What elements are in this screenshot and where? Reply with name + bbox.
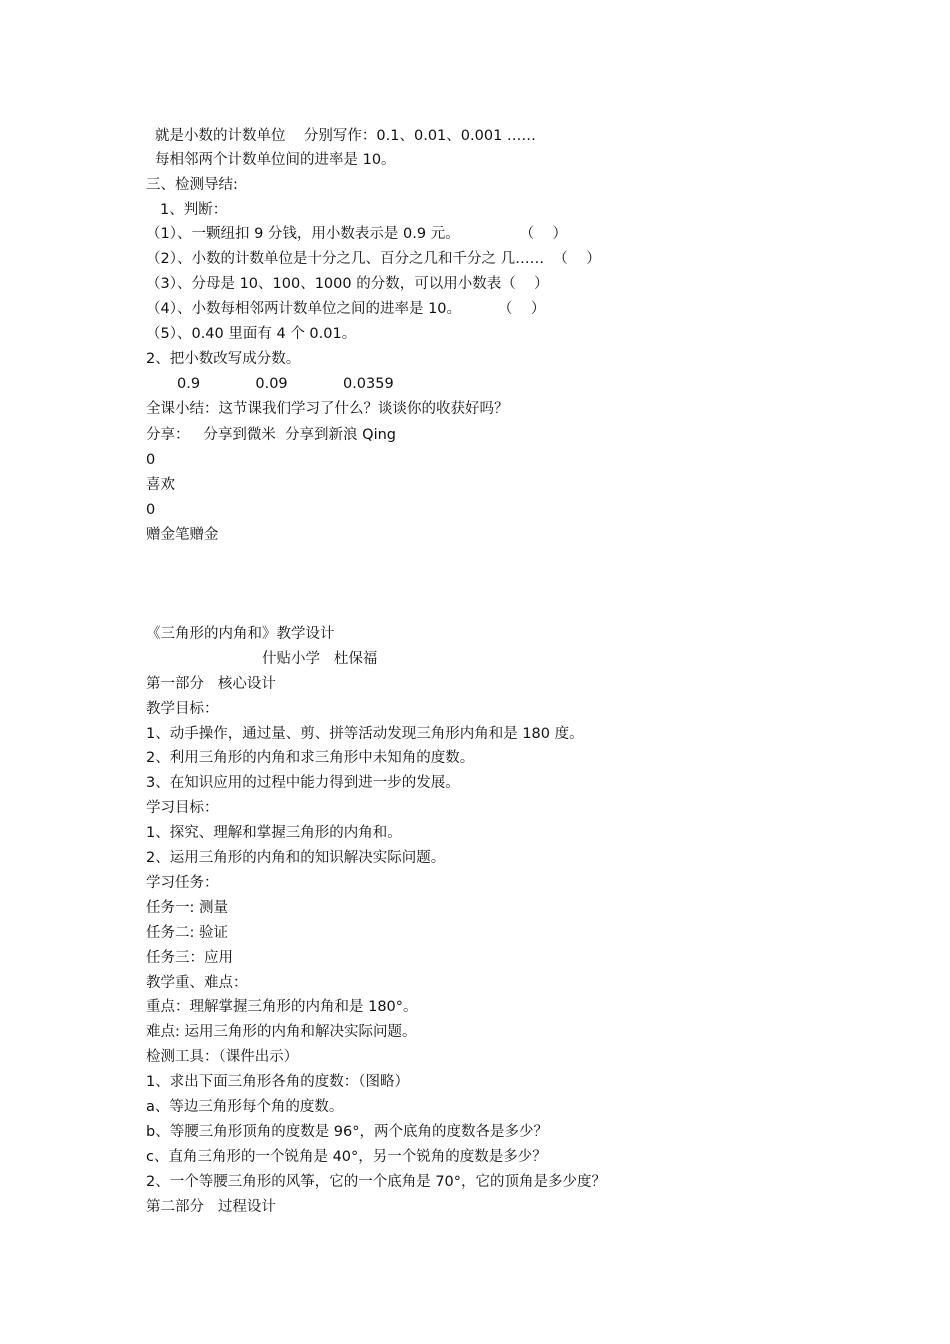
text-line: 每相邻两个计数单位间的进率是 10。 [155, 152, 396, 168]
section-heading: 三、检测导结: [146, 177, 238, 193]
text-line: 学习目标： [146, 800, 219, 816]
text-line: 就是小数的计数单位 分别写作：0.1、0.01、0.001 …… [155, 128, 536, 144]
section-heading: 第一部分 核心设计 [146, 676, 276, 692]
text-line: c、直角三角形的一个锐角是 40°，另一个锐角的度数是多少？ [146, 1149, 547, 1165]
text-line: 2、利用三角形的内角和求三角形中未知角的度数。 [146, 750, 475, 766]
text-line: 2、把小数改写成分数。 [146, 351, 301, 367]
text-line: 1、探究、理解和掌握三角形的内角和。 [146, 825, 402, 841]
text-line: 1、求出下面三角形各角的度数：（图略） [146, 1074, 409, 1090]
text-line: 2、运用三角形的内角和的知识解决实际问题。 [146, 850, 446, 866]
text-line: 全课小结：这节课我们学习了什么？谈谈你的收获好吗？ [146, 401, 509, 417]
text-line: 任务三：应用 [146, 950, 233, 966]
share-count: 0 [146, 452, 156, 468]
text-line: a、等边三角形每个角的度数。 [146, 1099, 344, 1115]
like-count: 0 [146, 502, 156, 518]
text-line: （3）、分母是 10、100、1000 的分数，可以用小数表（ ） [146, 276, 549, 292]
text-line: （2）、小数的计数单位是十分之几、百分之几和千分之 几…… （ ） [146, 251, 601, 267]
text-line: b、等腰三角形顶角的度数是 96°，两个底角的度数各是多少？ [146, 1124, 549, 1140]
text-line: 难点: 运用三角形的内角和解决实际问题。 [146, 1024, 417, 1040]
section-heading: 第二部分 过程设计 [146, 1199, 276, 1215]
text-line: 任务二: 验证 [146, 925, 228, 941]
text-line: 0.9 0.09 0.0359 [177, 376, 394, 392]
text-line: （5）、0.40 里面有 4 个 0.01。 [146, 326, 357, 342]
text-line: （4）、小数每相邻两计数单位之间的进率是 10。 （ ） [146, 301, 546, 317]
text-line: 教学目标： [146, 701, 219, 717]
text-line: 1、判断： [160, 202, 228, 218]
text-line: 2、一个等腰三角形的风筝，它的一个底角是 70°，它的顶角是多少度？ [146, 1174, 607, 1190]
text-line: 教学重、难点： [146, 975, 248, 991]
text-line: 3、在知识应用的过程中能力得到进一步的发展。 [146, 775, 460, 791]
text-line: 1、动手操作，通过量、剪、拼等活动发现三角形内角和是 180 度。 [146, 726, 584, 742]
text-line: 重点：理解掌握三角形的内角和是 180°。 [146, 999, 418, 1015]
text-line: 任务一: 测量 [146, 900, 228, 916]
text-line: 检测工具：（课件出示） [146, 1049, 299, 1065]
like-button[interactable]: 喜欢 [146, 477, 175, 493]
text-line: （1）、一颗纽扣 9 分钱，用小数表示是 0.9 元。 （ ） [146, 226, 568, 242]
text-line: 学习任务： [146, 875, 219, 891]
gift-button[interactable]: 赠金笔赠金 [146, 527, 219, 543]
document-title: 《三角形的内角和》教学设计 [146, 626, 335, 642]
share-line[interactable]: 分享： 分享到微米 分享到新浪 Qing [146, 427, 396, 443]
author-line: 什贴小学 杜保福 [262, 651, 378, 667]
